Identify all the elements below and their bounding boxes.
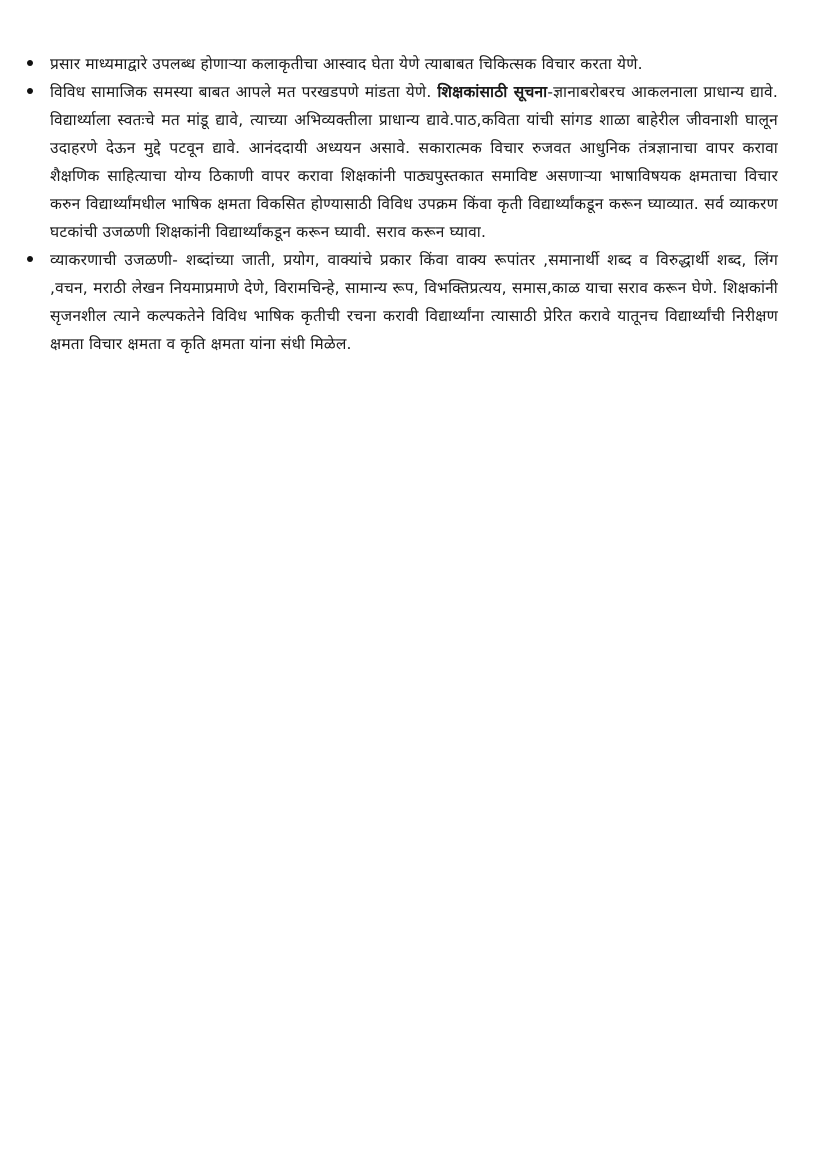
list-item [26, 50, 778, 78]
list-item-text-after: -ज्ञानाबरोबरच आकलनाला प्राधान्य द्यावे. विद्यार्थ्याला स्वतःचे मत मांडू द्यावे, त्याच्या अभिव्यक्तीला प्राधान्य द्यावे.पाठ,कविता यांची सांगड शाळा बाहेरील जीवनाशी घालून उदाहरणे देऊन मुद्दे पटवून द्यावे. आनंददायी अध्ययन असावे. सकारात्मक विचार रुजवत आधुनिक तंत्रज्ञानाचा वापर करावा शैक्षणिक साहित्याचा योग्य ठिकाणी वापर करावा शिक्षकांनी पाठ्यपुस्तकात समाविष्ट असणाऱ्या भाषाविषयक क्षमताचा विचार करुन विद्यार्थ्यांमधील भाषिक क्षमता विकसित होण्यासाठी विविध उपक्रम किंवा कृती विद्यार्थ्यांकडून करून घ्याव्यात. सर्व व्याकरण घटकांची उजळणी शिक्षकांनी विद्यार्थ्यांकडून करून घ्यावी. सराव करून घ्यावा. [50, 83, 778, 241]
bullet-dot-icon [27, 60, 33, 66]
list-item [26, 78, 778, 246]
teacher-instructions-heading: शिक्षकांसाठी सूचना [437, 83, 548, 101]
list-item-text-before: विविध सामाजिक समस्या बाबत आपले मत परखडपणे मांडता येणे. [50, 83, 438, 101]
bullet-dot-icon [27, 88, 33, 94]
list-item-text: प्रसार माध्यमाद्वारे उपलब्ध होणाऱ्या कलाकृतीचा आस्वाद घेता येणे त्याबाबत चिकित्सक विचार करता येणे. [50, 55, 643, 73]
list-item [26, 246, 778, 358]
bullet-dot-icon [27, 256, 33, 262]
list-item-text: व्याकरणाची उजळणी- शब्दांच्या जाती, प्रयोग, वाक्यांचे प्रकार किंवा वाक्य रूपांतर ,समानार्थी शब्द व विरुद्धार्थी शब्द, लिंग ,वचन, मराठी लेखन नियमाप्रमाणे देणे, विरामचिन्हे, सामान्य रूप, विभक्तिप्रत्यय, समास,काळ याचा सराव करून घेणे. शिक्षकांनी सृजनशील त्याने कल्पकतेने विविध भाषिक कृतीची रचना करावी विद्यार्थ्यांना त्यासाठी प्रेरित करावे यातूनच विद्यार्थ्यांची निरीक्षण क्षमता विचार क्षमता व कृति क्षमता यांना संधी मिळेल. [50, 251, 778, 353]
bullet-list [26, 50, 778, 358]
